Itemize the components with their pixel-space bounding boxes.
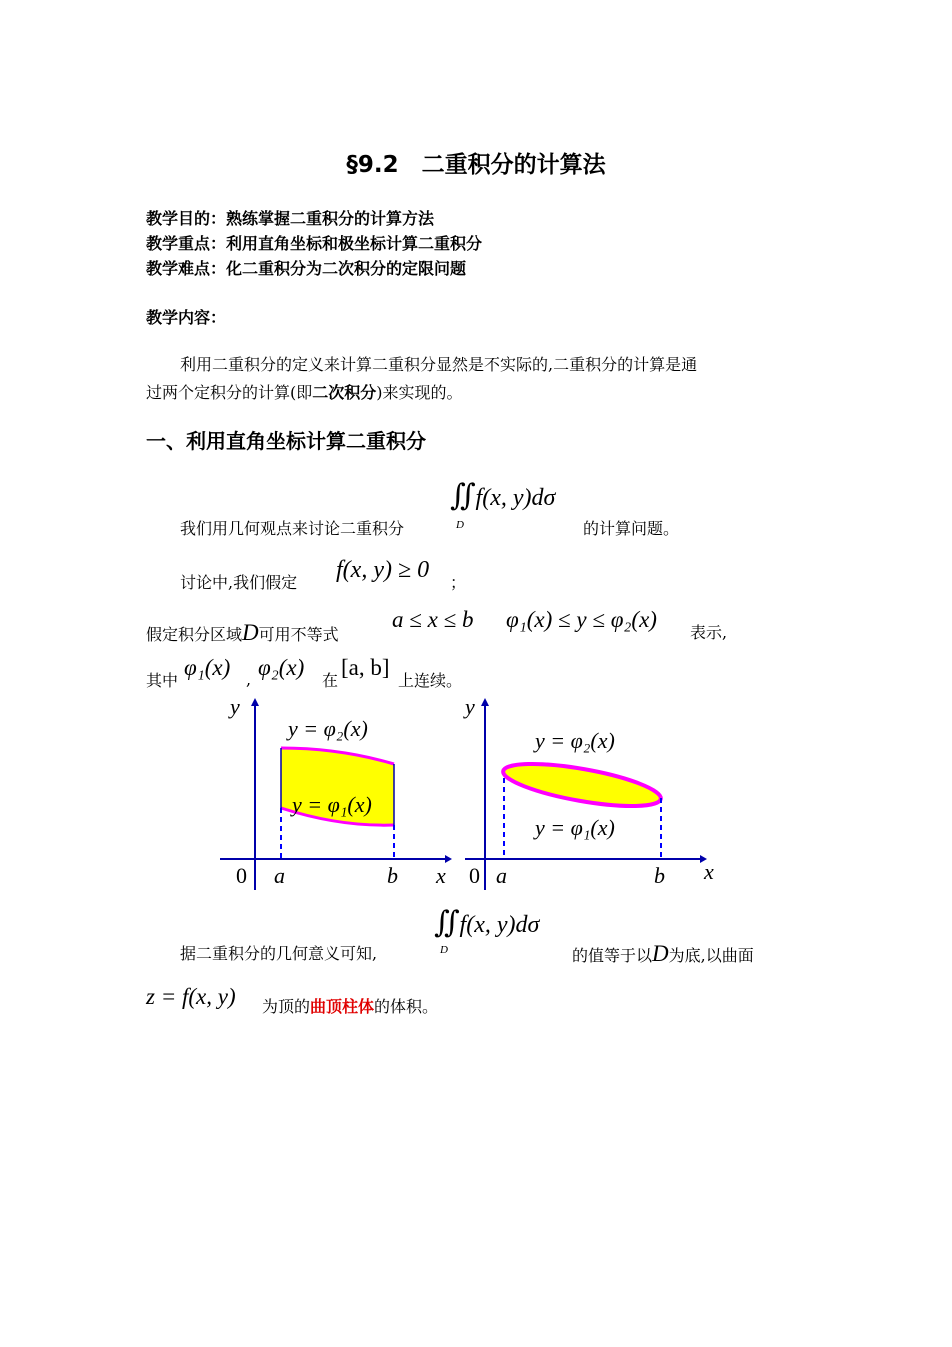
meaning-text-pre: 据二重积分的几何意义可知, <box>180 944 378 963</box>
left-upper-label: y = φ₂(x) <box>288 716 368 741</box>
geom-text-pre: 我们用几何观点来讨论二重积分 <box>180 519 405 538</box>
right-upper-label: y = φ₂(x) <box>535 728 615 753</box>
assume-formula: f(x, y) ≥ 0 <box>336 557 430 583</box>
intro-line-2 <box>146 380 463 403</box>
intro-line-2-post: )来实现的。 <box>376 383 463 402</box>
section-heading: 一、利用直角坐标计算二重积分 <box>146 429 426 453</box>
meaning-line-post <box>572 941 754 967</box>
meaning-text-post: 为底,以曲面 <box>668 946 754 965</box>
right-region-ellipse <box>500 755 663 814</box>
intro-line-2-pre: 过两个定积分的计算(即 <box>146 383 313 402</box>
integrand-2: f(x, y)dσ <box>459 912 540 938</box>
right-x-label: x <box>704 859 714 884</box>
right-y-arrow <box>481 698 489 706</box>
right-diagram <box>463 694 714 890</box>
double-integral-1 <box>450 478 555 513</box>
left-y-label: y <box>230 694 240 719</box>
meaning-var: D <box>652 941 669 966</box>
inequality-x: a ≤ x ≤ b <box>392 607 474 632</box>
phi1-symbol: φ₁(x) <box>184 655 231 680</box>
domain-subscript-1: D <box>456 519 464 531</box>
left-x-arrow <box>445 855 452 863</box>
surface-text-post: 的体积。 <box>374 997 439 1016</box>
surface-line <box>262 994 438 1017</box>
teaching-difficulty: 教学难点：化二重积分为二次积分的定限问题 <box>146 259 467 278</box>
interval-ab: [a, b] <box>341 655 390 680</box>
region-text-pre: 假定积分区域 <box>146 625 243 644</box>
teaching-key-point: 教学重点：利用直角坐标和极坐标计算二重积分 <box>146 234 483 253</box>
right-a-label: a <box>496 863 507 888</box>
phi2-symbol: φ₂(x) <box>258 655 305 680</box>
left-x-label: x <box>436 863 446 888</box>
cont-comma: , <box>246 670 252 689</box>
surface-text-mid: 为顶的 <box>262 997 311 1016</box>
page-title: §9.2 二重积分的计算法 <box>346 152 606 178</box>
region-text-post: 表示, <box>690 623 728 642</box>
right-b-label: b <box>654 863 665 888</box>
domain-subscript-2: D <box>440 944 448 956</box>
cont-text-pre: 其中 <box>146 671 179 690</box>
double-integral-sign-2: ∬ <box>434 906 460 939</box>
region-var: D <box>242 620 259 645</box>
intro-line-1: 利用二重积分的定义来计算二重积分显然是不实际的,二重积分的计算是通 <box>180 355 698 374</box>
double-integral-2 <box>434 905 539 940</box>
intro-bold-term: 二次积分 <box>312 383 377 402</box>
left-y-arrow <box>251 698 259 706</box>
teaching-purpose: 教学目的：熟练掌握二重积分的计算方法 <box>146 209 435 228</box>
region-figure <box>220 690 740 900</box>
double-integral-sign: ∬ <box>450 479 476 512</box>
left-diagram <box>220 694 452 890</box>
right-origin-label: 0 <box>469 863 480 888</box>
right-y-label: y <box>465 694 475 719</box>
left-lower-label: y = φ₁(x) <box>292 792 372 817</box>
surface-formula: z = f(x, y) <box>146 984 236 1009</box>
meaning-text-mid: 的值等于以 <box>572 946 653 965</box>
teaching-content-label: 教学内容： <box>146 308 227 327</box>
left-origin-label: 0 <box>236 863 247 888</box>
curved-cylinder-term: 曲顶柱体 <box>310 997 375 1016</box>
inequality-y: φ₁(x) ≤ y ≤ φ₂(x) <box>506 607 657 632</box>
cont-text-mid: 在 <box>322 671 339 690</box>
region-text-mid: 可用不等式 <box>258 625 339 644</box>
integrand-1: f(x, y)dσ <box>475 485 556 511</box>
right-lower-label: y = φ₁(x) <box>535 815 615 840</box>
left-b-label: b <box>387 863 398 888</box>
left-a-label: a <box>274 863 285 888</box>
region-line <box>146 620 339 646</box>
cont-text-post: 上连续。 <box>398 671 463 690</box>
assume-text-pre: 讨论中,我们假定 <box>180 573 298 592</box>
geom-text-post: 的计算问题。 <box>583 519 680 538</box>
assume-text-post: ； <box>450 573 467 592</box>
